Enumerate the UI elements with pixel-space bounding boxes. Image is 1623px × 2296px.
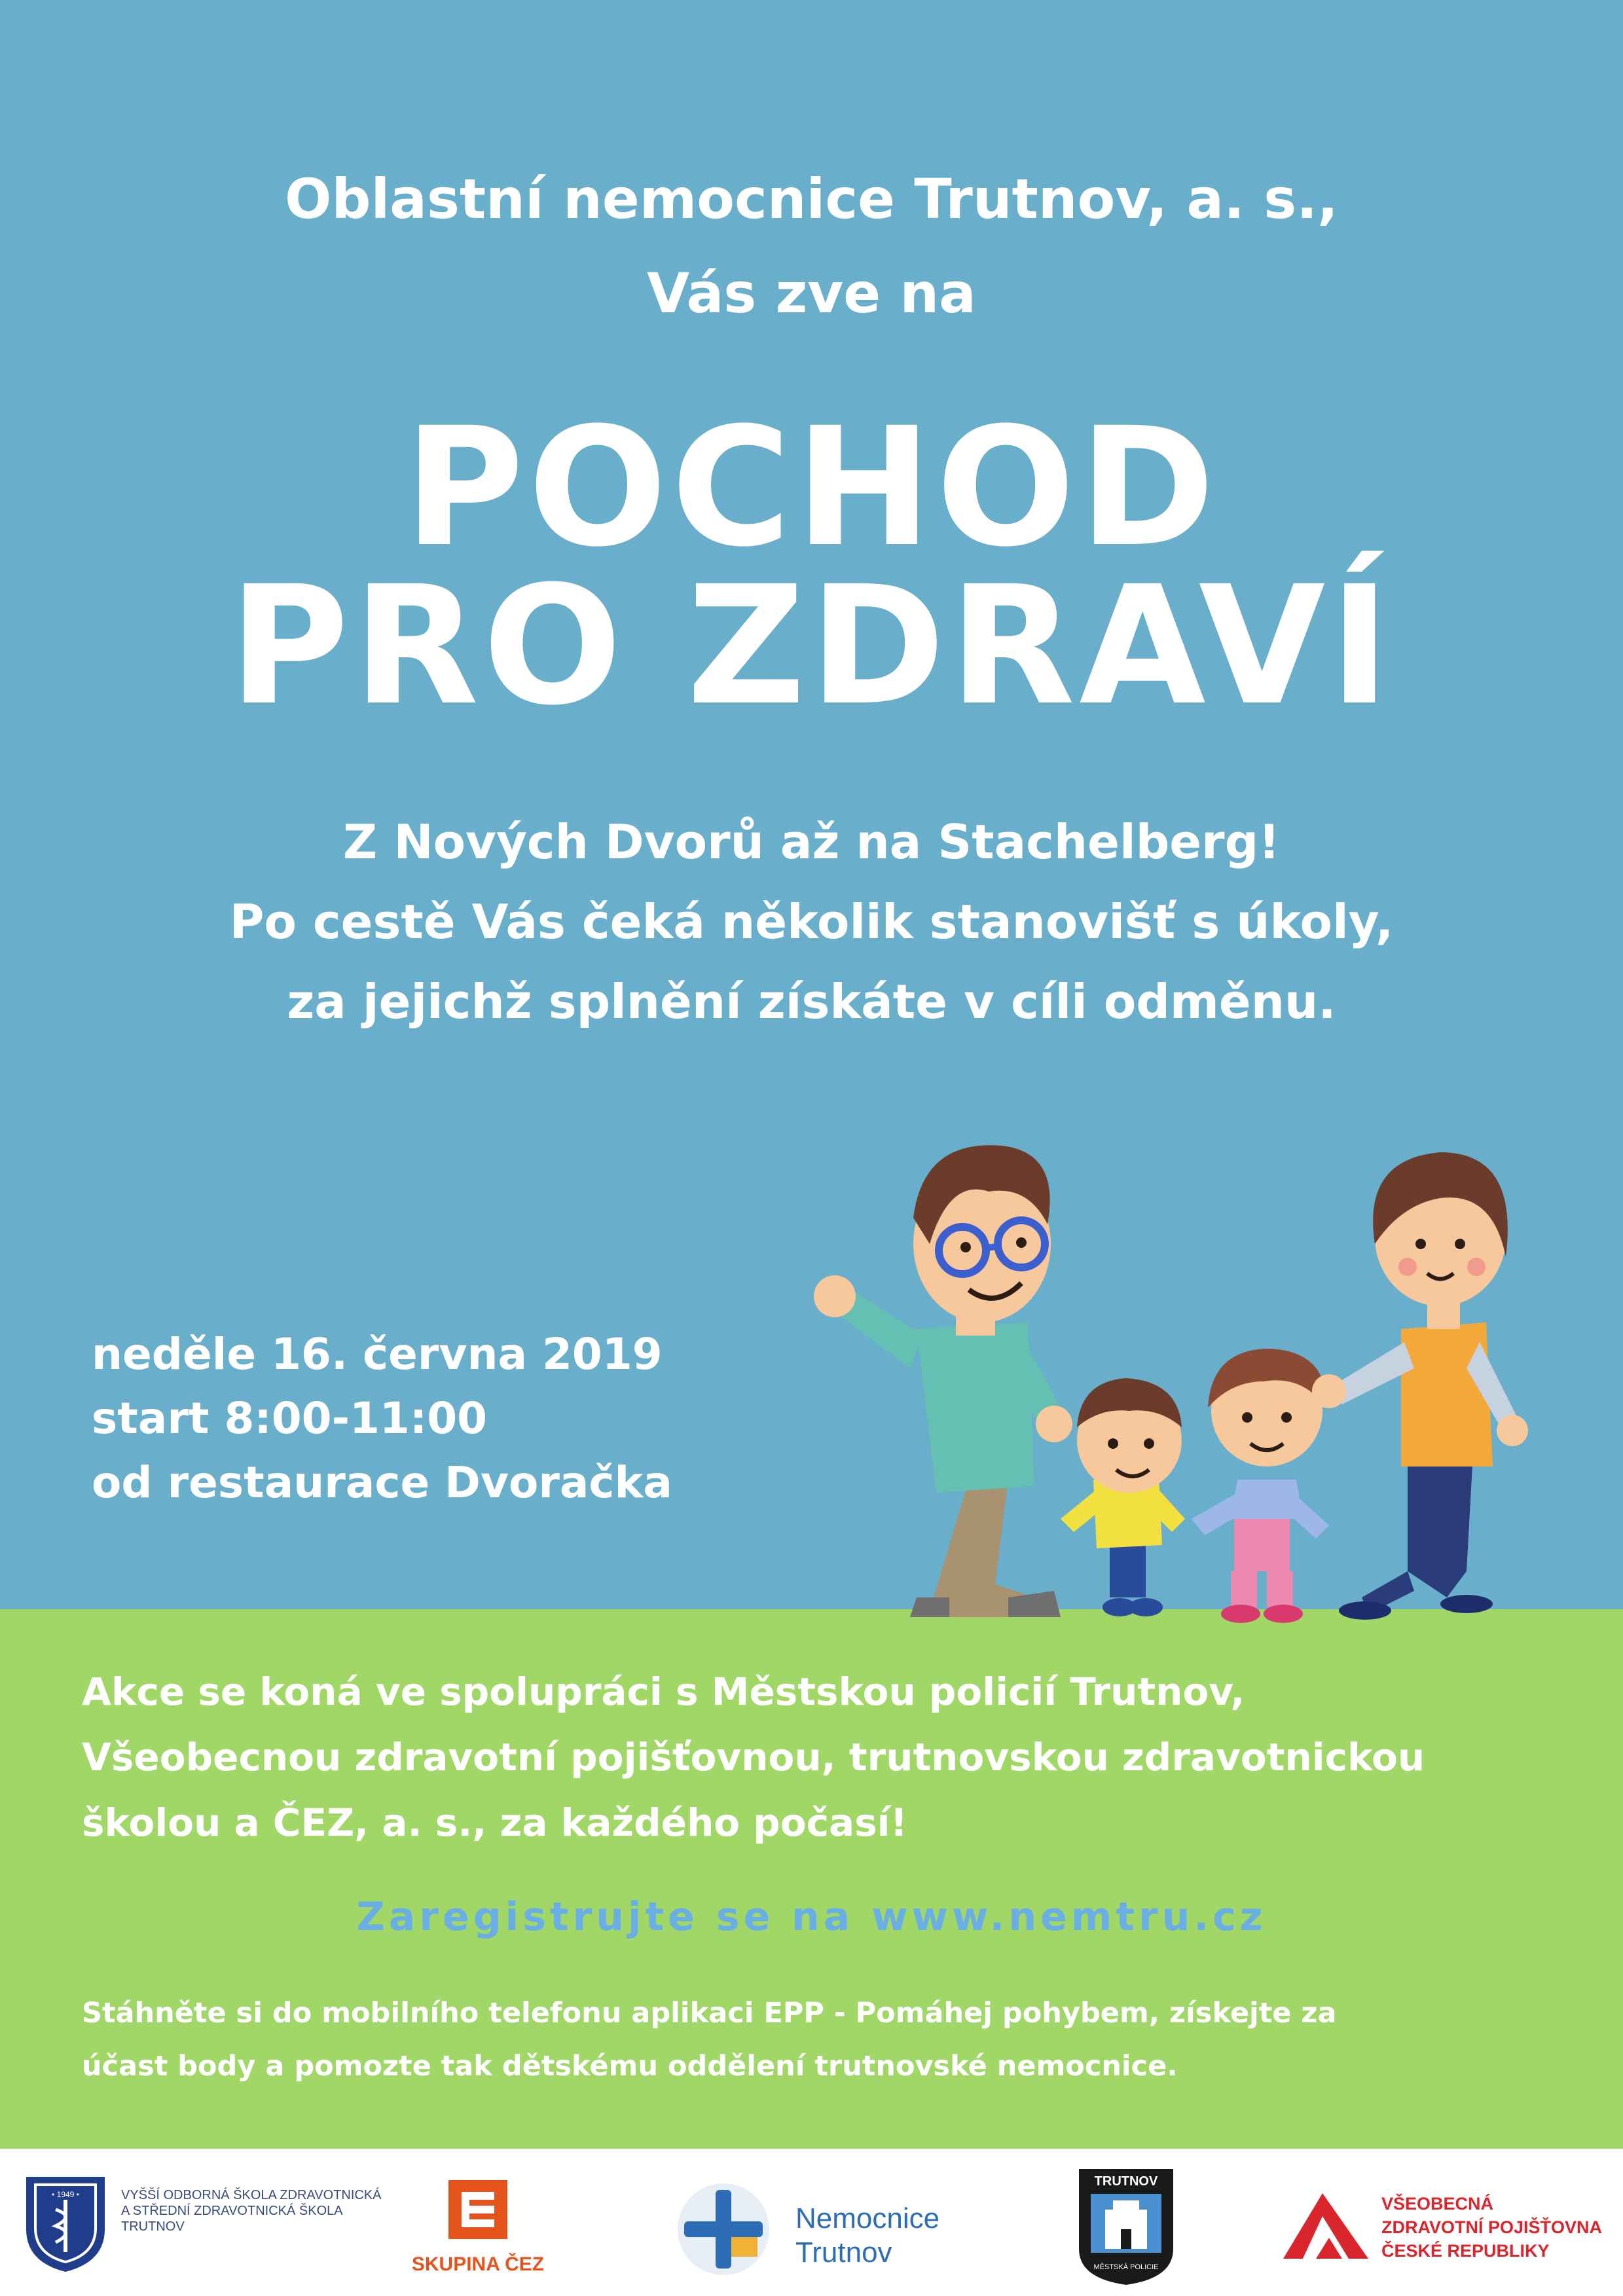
mother-figure xyxy=(1312,1152,1528,1620)
school-name-line-1: VYŠŠÍ ODBORNÁ ŠKOLA ZDRAVOTNICKÁ xyxy=(121,2188,382,2202)
cooperation-line-1: Akce se koná ve spolupráci s Městskou policií Trutnov, xyxy=(82,1669,1245,1714)
vzp-logo xyxy=(1277,2180,1604,2278)
tasks-line: Po cestě Vás čeká několik stanovišť s úkoly, xyxy=(229,894,1394,949)
hospital-cross-icon xyxy=(674,2177,773,2282)
police-crest-top: TRUTNOV xyxy=(1094,2174,1158,2189)
hospital-name xyxy=(795,2202,939,2270)
father-figure xyxy=(814,1145,1072,1617)
event-place: od restaurace Dvoračka xyxy=(92,1457,672,1508)
vzp-name-line-2: ZDRAVOTNÍ POJIŠŤOVNA xyxy=(1381,2217,1603,2237)
girl-figure xyxy=(1192,1349,1329,1623)
school-shield-icon xyxy=(20,2170,111,2275)
event-date: neděle 16. června 2019 xyxy=(92,1329,663,1379)
school-seal-text: • 1949 • xyxy=(52,2190,79,2199)
title-line-2: PRO ZDRAVÍ xyxy=(228,551,1395,741)
app-info-line-2: účast body a pomozte tak dětskému oddělení trutnovské nemocnice. xyxy=(82,2050,1178,2083)
police-crest-bottom: MĚSTSKÁ POLICIE xyxy=(1093,2263,1159,2271)
vzp-mark-icon xyxy=(1277,2187,1375,2265)
cez-label: SKUPINA ČEZ xyxy=(411,2253,545,2275)
cooperation-line-3: školou a ČEZ, a. s., za každého počasí! xyxy=(82,1800,908,1845)
school-name-line-3: TRUTNOV xyxy=(121,2219,185,2234)
cooperation-line-2: Všeobecnou zdravotní pojišťovnou, trutnovskou zdravotnickou xyxy=(82,1735,1425,1779)
organizer-line: Oblastní nemocnice Trutnov, a. s., xyxy=(284,167,1339,231)
cez-logo xyxy=(406,2174,550,2285)
cez-mark-icon xyxy=(442,2174,514,2246)
school-logo xyxy=(20,2170,386,2275)
walking-family-illustration xyxy=(753,1113,1617,1624)
invite-line: Vás zve na xyxy=(647,261,976,325)
hospital-name-line-2: Trutnov xyxy=(795,2236,892,2269)
vzp-name-line-3: ČESKÉ REPUBLIKY xyxy=(1381,2241,1550,2261)
school-name xyxy=(121,2187,382,2234)
event-time: start 8:00-11:00 xyxy=(92,1393,488,1444)
hospital-logo xyxy=(674,2177,976,2282)
title-line-1: POCHOD xyxy=(404,392,1219,583)
boy-figure xyxy=(1061,1378,1185,1616)
reward-line: za jejichž splnění získáte v cíli odměnu. xyxy=(287,974,1336,1029)
registration-link[interactable]: Zaregistrujte se na www.nemtru.cz xyxy=(356,1894,1267,1940)
hospital-name-line-1: Nemocnice xyxy=(795,2202,940,2234)
vzp-name-line-1: VŠEOBECNÁ xyxy=(1381,2194,1494,2214)
app-info-line-1: Stáhněte si do mobilního telefonu aplikaci EPP - Pomáhej pohybem, získejte za xyxy=(82,1997,1337,2030)
route-line: Z Nových Dvorů až na Stachelberg! xyxy=(343,814,1280,869)
school-name-line-2: A STŘEDNÍ ZDRAVOTNICKÁ ŠKOLA xyxy=(121,2204,343,2218)
vzp-name xyxy=(1381,2192,1602,2263)
city-police-logo xyxy=(1074,2164,1178,2288)
